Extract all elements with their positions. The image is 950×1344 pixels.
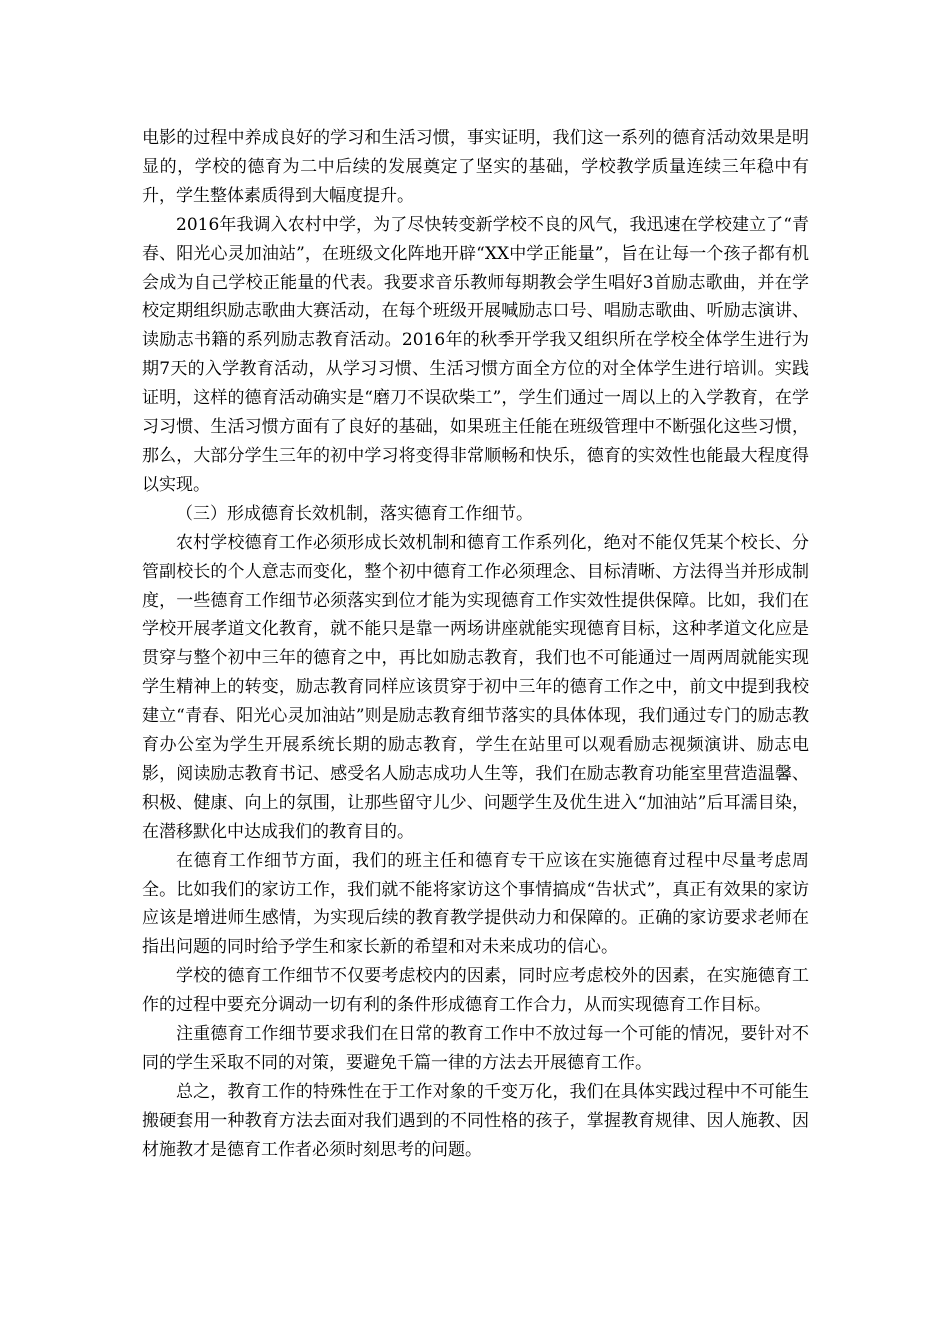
section-heading: （三）形成德育长效机制，落实德育工作细节。 — [176, 503, 533, 524]
document-body — [142, 124, 809, 1165]
paragraph-2: 2016年我调入农村中学，为了尽快转变新学校不良的风气，我迅速在学校建立了“青春、阳光心灵加油站”，在班级文化阵地开辟“XX中学正能量”，旨在让每一个孩子都有机会成为自己学校正能量的代表。我要求音乐教师每期教会学生唱好3首励志歌曲，并在学校定期组织励志歌曲大赛活动，在每个班级开展喊励志口号、唱励志歌曲、听励志演讲、读励志书籍的系列励志教育活动。2016年的秋季开学我又组织所在学校全体学生进行为期7天的入学教育活动，从学习习惯、生活习惯方面全方位的对全体学生进行培训。实践证明，这样的德育活动确实是“磨刀不误砍柴工”，学生们通过一周以上的入学教育，在学习习惯、生活习惯方面有了良好的基础，如果班主任能在班级管理中不断强化这些习惯，那么，大部分学生三年的初中学习将变得非常顺畅和快乐，德育的实效性也能最大程度得以实现。 — [142, 214, 809, 495]
paragraph-4: 在德育工作细节方面，我们的班主任和德育专干应该在实施德育过程中尽量考虑周全。比如我们的家访工作，我们就不能将家访这个事情搞成“告状式”，真正有效果的家访应该是增进师生感情，为实现后续的教育教学提供动力和保障的。正确的家访要求老师在指出问题的同时给予学生和家长新的希望和对未来成功的信心。 — [142, 850, 809, 958]
paragraph-5: 学校的德育工作细节不仅要考虑校内的因素，同时应考虑校外的因素，在实施德育工作的过程中要充分调动一切有利的条件形成德育工作合力，从而实现德育工作目标。 — [142, 966, 809, 1016]
paragraph-1: 电影的过程中养成良好的学习和生活习惯，事实证明，我们这一系列的德育活动效果是明显的，学校的德育为二中后续的发展奠定了坚实的基础，学校教学质量连续三年稳中有升，学生整体素质得到大幅度提升。 — [142, 128, 809, 206]
paragraph-3: 农村学校德育工作必须形成长效机制和德育工作系列化，绝对不能仅凭某个校长、分管副校长的个人意志而变化，整个初中德育工作必须理念、目标清晰、方法得当并形成制度，一些德育工作细节必须落实到位才能为实现德育工作实效性提供保障。比如，我们在学校开展孝道文化教育，就不能只是靠一两场讲座就能实现德育目标，这种孝道文化应是贯穿与整个初中三年的德育之中，再比如励志教育，我们也不可能通过一周两周就能实现学生精神上的转变，励志教育同样应该贯穿于初中三年的德育工作之中，前文中提到我校建立“青春、阳光心灵加油站”则是励志教育细节落实的具体体现，我们通过专门的励志教育办公室为学生开展系统长期的励志教育，学生在站里可以观看励志视频演讲、励志电影，阅读励志教育书记、感受名人励志成功人生等，我们在励志教育功能室里营造温馨、积极、健康、向上的氛围，让那些留守儿少、问题学生及优生进入“加油站”后耳濡目染，在潜移默化中达成我们的教育目的。 — [142, 532, 809, 842]
paragraph-7: 总之，教育工作的特殊性在于工作对象的千变万化，我们在具体实践过程中不可能生搬硬套用一种教育方法去面对我们遇到的不同性格的孩子，掌握教育规律、因人施教、因材施教才是德育工作者必须时刻思考的问题。 — [142, 1081, 809, 1160]
paragraph-6: 注重德育工作细节要求我们在日常的教育工作中不放过每一个可能的情况，要针对不同的学生采取不同的对策，要避免千篇一律的方法去开展德育工作。 — [142, 1024, 809, 1073]
